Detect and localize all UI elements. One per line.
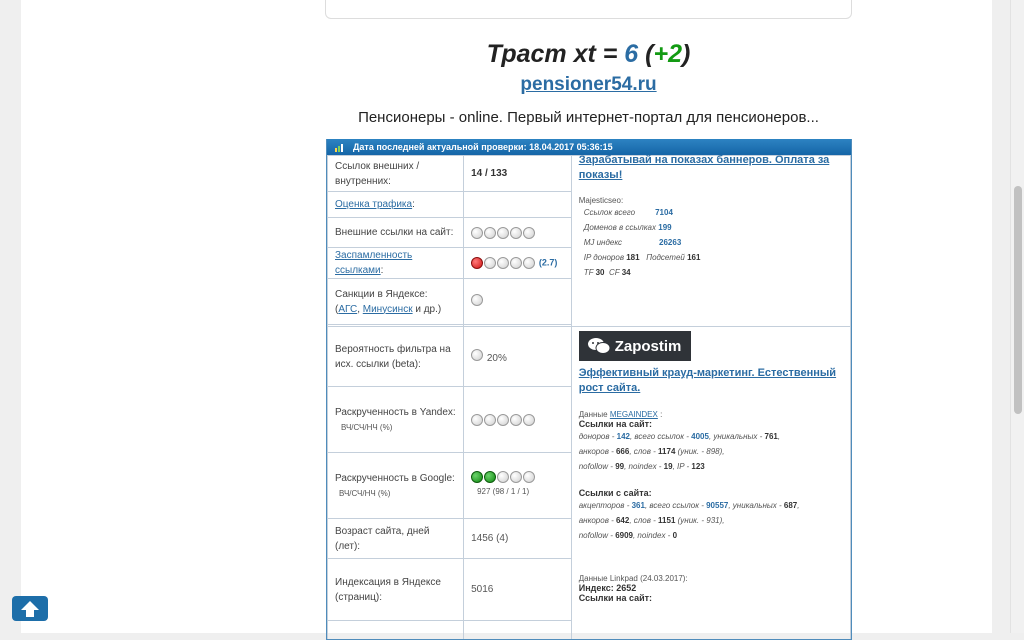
- external-links-label: Внешние ссылки на сайт:: [328, 218, 464, 248]
- traffic-value: [464, 192, 572, 218]
- out-anchors-label: анкоров -: [578, 516, 616, 525]
- sanctions-indicator: [471, 294, 483, 306]
- rating-dot: [497, 227, 509, 239]
- links-label: Ссылок внешних / внутренних:: [328, 156, 464, 192]
- out-nofollow-value: 6909: [615, 531, 633, 540]
- out-words-label: , слов -: [629, 516, 659, 525]
- out-nofollow-label: nofollow -: [578, 531, 616, 540]
- majestic-tf-label: TF: [583, 268, 594, 277]
- zapostim-logo-text: Zapostim: [614, 337, 682, 355]
- in-noindex-value: 19: [663, 462, 673, 471]
- out-total-value: 90557: [706, 501, 729, 510]
- rating-dot: [523, 471, 535, 483]
- zapostim-ad-link[interactable]: Эффективный крауд-маркетинг. Естественный рост сайта.: [578, 367, 837, 394]
- rating-dot: [523, 414, 535, 426]
- majestic-tf-value: 30: [595, 268, 605, 277]
- rating-dot: [484, 257, 496, 269]
- rating-dot: [484, 471, 496, 483]
- trust-value: 6: [624, 40, 639, 68]
- sanctions-end: и др.): [412, 303, 442, 315]
- out-acceptors-value: 361: [631, 501, 645, 510]
- google-rating: [471, 471, 536, 483]
- site-info-table: Дата последней актуальной проверки: 18.04.2017 05:36:15 Ссылок внешних / внутренних: 14 / 133 Зарабатывай на показах баннеров. Оплата за показы! Majesticseo: Ссылок всего 7104 Доменов в ссылках 199 MJ индекс 26263 IP доноров 181 Подсетей 161 TF 30 CF 34 Оценка трафика: Внешние ссылки на сайт: Заспамленность ссылками: (2.7) Санкции в Яндексе: (АГС, Минусинск и др.) Вероятность фильтра на исх. ссылки (beta): 20% Zapostim Эффективный крауд-маркетинг. Естественный рост сайта. Данные MEGAINDEX : Ссылки на сайт: доноров - 142, всего ссылок - 4005, уникальных - 761, анкоров - 666, слов - 1174 (уник. - 898), nofollow - 99, noindex - 19, IP - 123 Ссылки с сайта: акцепторов - 361, всего ссылок - 90557, уникальных - 687, анкоров - 642, слов - 1151 (уник. - 931), nofollow - 6909, noindex - 0 Данные Linkpad (24.03.2017): Индекс: 2652 Ссылки на сайт: Раскрученность в Yandex: ВЧ/СЧ/НЧ (%) Раскрученность в Google: ВЧ/СЧ/НЧ (%) 927 (98 / 1 / 1) Возраст сайта, дней (лет): 1456 (4) Индексация в Яндексе (страниц): 5016: [326, 139, 852, 640]
- in-donors-value: 142: [616, 432, 630, 441]
- in-nofollow-label: nofollow -: [578, 462, 616, 471]
- out-total-label: , всего ссылок -: [644, 501, 707, 510]
- majestic-mj-label: MJ индекс: [583, 238, 623, 247]
- rating-dot: [484, 414, 496, 426]
- site-description: Пенсионеры - online. Первый интернет-портал для пенсионеров...: [358, 109, 819, 126]
- linkpad-index-label: Индекс:: [578, 583, 617, 593]
- in-words-label: , слов -: [629, 447, 659, 456]
- trust-paren-close: ): [682, 40, 691, 68]
- out-words-uniq: (уник. - 931),: [675, 516, 725, 525]
- in-total-value: 4005: [691, 432, 709, 441]
- filter-value: 20%: [486, 353, 507, 364]
- yandex-sub: ВЧ/СЧ/НЧ (%): [341, 422, 393, 432]
- majestic-ip-label: IP доноров: [583, 253, 624, 262]
- in-nofollow-value: 99: [615, 462, 625, 471]
- out-unique-label: , уникальных -: [728, 501, 784, 510]
- rating-dot: [497, 257, 509, 269]
- banner-ad-link[interactable]: Зарабатывай на показах баннеров. Оплата за показы!: [578, 154, 830, 181]
- out-anchors-value: 642: [615, 516, 630, 525]
- filter-label: Вероятность фильтра на исх. ссылки (beta):: [328, 327, 464, 387]
- rating-dot: [510, 471, 522, 483]
- out-acceptors-label: акцепторов -: [578, 501, 632, 510]
- filter-indicator: [471, 349, 483, 361]
- megaindex-suffix: :: [657, 410, 663, 419]
- in-noindex-label: , noindex -: [624, 462, 664, 471]
- scrollbar-thumb[interactable]: [1014, 186, 1022, 414]
- majestic-title: Majesticseo:: [578, 196, 624, 205]
- linkpad-links-title: Ссылки на сайт:: [578, 593, 653, 603]
- minusinsk-link[interactable]: Минусинск: [362, 303, 413, 315]
- in-words-value: 1174: [658, 447, 676, 456]
- majestic-cf-value: 34: [621, 268, 631, 277]
- scroll-to-top-button[interactable]: [12, 596, 48, 621]
- index-value: 5016: [464, 559, 572, 621]
- ags-link[interactable]: АГС: [338, 303, 358, 315]
- in-total-label: , всего ссылок -: [629, 432, 692, 441]
- majestic-mj-value: 26263: [659, 238, 682, 247]
- majestic-domains-label: Доменов в ссылках: [583, 223, 657, 232]
- out-end: ,: [797, 501, 800, 510]
- rating-dot: [523, 227, 535, 239]
- linkpad-index-value: 2652: [616, 583, 637, 593]
- sanctions-separator: ,: [357, 303, 363, 315]
- rating-dot: [510, 227, 522, 239]
- traffic-colon: :: [412, 199, 415, 210]
- scrollbar[interactable]: [1010, 0, 1024, 633]
- rating-dot: [471, 414, 483, 426]
- top-card: [325, 0, 852, 19]
- spam-rating: [471, 257, 536, 269]
- google-sub: ВЧ/СЧ/НЧ (%): [339, 488, 391, 498]
- age-label: Возраст сайта, дней (лет):: [328, 519, 464, 559]
- majestic-ip-value: 181: [626, 253, 640, 262]
- megaindex-link[interactable]: MEGAINDEX: [609, 410, 658, 419]
- in-unique-label: , уникальных -: [708, 432, 765, 441]
- in-unique-value: 761: [764, 432, 778, 441]
- linkpad-title: Данные Linkpad (24.03.2017):: [578, 574, 688, 583]
- majestic-domains-value: 199: [658, 223, 672, 232]
- index-label: Индексация в Яндексе (страниц):: [328, 559, 464, 621]
- in-ip-value: 123: [691, 462, 705, 471]
- zapostim-logo[interactable]: [579, 331, 692, 361]
- majestic-subnets-value: 161: [687, 253, 701, 262]
- spam-link[interactable]: Заспамленность ссылками: [335, 250, 413, 276]
- megaindex-out-title: Ссылки с сайта:: [578, 488, 652, 498]
- rating-dot: [471, 227, 483, 239]
- in-anchors-label: анкоров -: [578, 447, 616, 456]
- rating-dot: [523, 257, 535, 269]
- rating-dot: [484, 227, 496, 239]
- majestic-cf-label: CF: [608, 268, 620, 277]
- majestic-subnets-label: Подсетей: [646, 253, 685, 262]
- chat-bubbles-icon: [587, 337, 611, 355]
- trust-paren-open: (: [638, 40, 654, 68]
- google-label: Раскрученность в Google:: [335, 472, 455, 484]
- majestic-links-label: Ссылок всего: [583, 208, 636, 217]
- spam-value: (2.7): [538, 257, 558, 268]
- megaindex-prefix: Данные: [578, 410, 610, 419]
- rating-dot: [497, 414, 509, 426]
- majestic-links-value: 7104: [655, 208, 673, 217]
- links-value: 14 / 133: [464, 156, 572, 192]
- trust-heading: [325, 40, 852, 69]
- site-domain-link[interactable]: pensioner54.ru: [520, 74, 657, 95]
- trust-prefix: Траст xt =: [486, 40, 625, 68]
- rating-dot: [471, 257, 483, 269]
- rating-dot: [510, 414, 522, 426]
- out-unique-value: 687: [783, 501, 798, 510]
- chart-icon: [335, 143, 345, 152]
- google-value: 927 (98 / 1 / 1): [477, 486, 530, 496]
- out-noindex-value: 0: [672, 531, 678, 540]
- external-links-rating: [471, 227, 536, 239]
- out-words-value: 1151: [658, 516, 676, 525]
- rating-dot: [471, 471, 483, 483]
- out-noindex-label: , noindex -: [632, 531, 673, 540]
- rating-dot: [510, 257, 522, 269]
- rating-dot: [497, 471, 509, 483]
- trust-delta: +2: [653, 40, 682, 68]
- in-words-uniq: (уник. - 898),: [675, 447, 725, 456]
- sanctions-label: Санкции в Яндексе:: [335, 288, 428, 300]
- spam-colon: :: [380, 265, 384, 276]
- sanctions-open: (: [335, 303, 339, 315]
- in-donors-label: доноров -: [578, 432, 617, 441]
- arrow-up-icon: [19, 599, 41, 619]
- in-anchors-value: 666: [615, 447, 630, 456]
- traffic-link[interactable]: Оценка трафика: [335, 199, 413, 210]
- megaindex-in-title: Ссылки на сайт:: [578, 419, 653, 429]
- yandex-rating: [471, 414, 536, 426]
- in-ip-label: , IP -: [672, 462, 692, 471]
- yandex-label: Раскрученность в Yandex:: [335, 406, 456, 418]
- last-check-date: Дата последней актуальной проверки: 18.04.2017 05:36:15: [353, 142, 613, 152]
- age-value: 1456 (4): [464, 519, 572, 559]
